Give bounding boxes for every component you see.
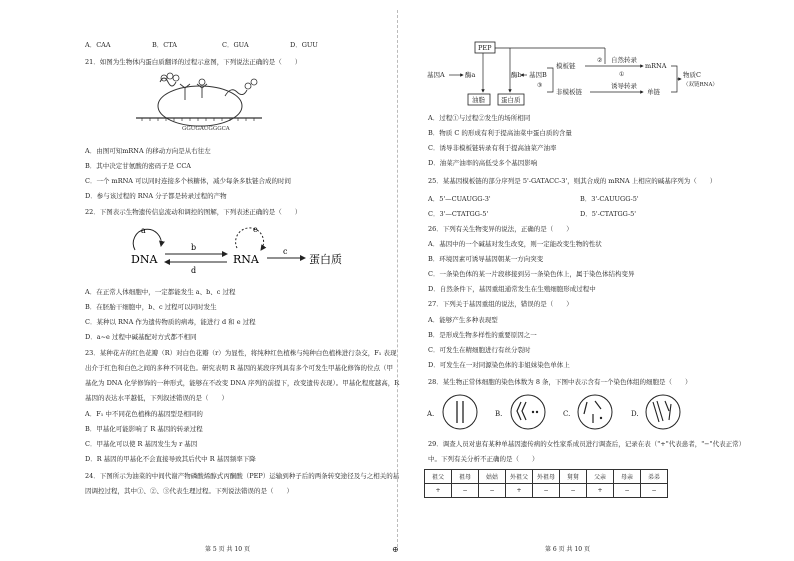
- table-header: 外祖母: [533, 470, 560, 484]
- pedigree-table: [424, 469, 668, 498]
- table-header: 祖父: [425, 470, 452, 484]
- q24-substance-c: 物质C: [683, 71, 701, 79]
- q25-option-a[interactable]: A．5'—CUAUGG-3': [428, 195, 491, 203]
- table-cell: −: [452, 484, 479, 498]
- q22-dna: DNA: [131, 253, 158, 266]
- q24-option-b[interactable]: B．物质 C 的形成有利于提高油菜中蛋白质的含量: [428, 129, 572, 137]
- q23-option-d[interactable]: D．R 基因的甲基化不会直接导致其后代中 R 基因频率下降: [85, 455, 256, 463]
- q24-stem-line2: 因调控过程，其中①、②、③代表生理过程。下列说法错误的是（ ）: [85, 487, 293, 495]
- q24-option-d[interactable]: D．油菜产油率的高低受多个基因影响: [428, 159, 538, 167]
- q28-label-c: C.: [563, 410, 571, 418]
- q24-single-strand: 单链: [647, 88, 660, 96]
- q23-stem-line3: 基化为 DNA 化学修饰的一种形式，能够在不改变 DNA 序列的前提下，改变遗传表现）。甲基化程度越高，R: [85, 379, 400, 387]
- q26-option-b[interactable]: B．环境因素可诱导基因朝某一方向突变: [428, 255, 544, 263]
- q28-cells-figure: [425, 392, 715, 434]
- q26-option-c[interactable]: C．一条染色体的某一片段移接到另一条染色体上，属于染色体结构变异: [428, 270, 635, 278]
- q24-num-3: ③: [537, 82, 543, 89]
- q22-label-e: e: [253, 225, 258, 234]
- q24-gene-a: 基因A: [427, 71, 445, 79]
- q21-option-d[interactable]: D．参与该过程的 RNA 分子都是转录过程的产物: [85, 192, 227, 200]
- table-header-row: [425, 470, 668, 484]
- q26-option-d[interactable]: D．自然条件下，基因重组通常发生在生殖细胞形成过程中: [428, 285, 596, 293]
- q24-pathway-figure: [425, 40, 725, 106]
- q20-option-c[interactable]: C．GUA: [222, 41, 249, 49]
- q24-enzyme-a: 酶a: [465, 71, 476, 79]
- table-cell: −: [641, 484, 668, 498]
- q23-stem-line2: 出介于红色和白色之间的多种不同花色。研究表明 R 基因的某段序列具有多个可发生甲基化修饰的位点（甲: [85, 364, 394, 372]
- q22-central-dogma-figure: [125, 222, 355, 282]
- q24-num-1: ①: [619, 71, 625, 78]
- q20-option-b[interactable]: B．CTA: [152, 41, 177, 49]
- q20-option-a[interactable]: A．CAA: [85, 41, 111, 49]
- q22-label-b: b: [191, 243, 197, 252]
- q25-stem: 25．某基因模板链的部分序列是 5'-GATACC-3'，则其合成的 mRNA 上相应的碱基序列为（ ）: [428, 177, 717, 185]
- q23-option-b[interactable]: B．甲基化可能影响了 R 基因的转录过程: [85, 425, 203, 433]
- q21-option-a[interactable]: A．由图可知mRNA 的移动方向是从右往左: [85, 147, 211, 155]
- q24-nontemplate-strand: 非模板链: [556, 88, 582, 96]
- q28-label-a: A.: [427, 410, 435, 418]
- table-header: 外祖父: [506, 470, 533, 484]
- q21-option-c[interactable]: C．一个 mRNA 可以同时连接多个核糖体，减少每条多肽链合成的时间: [85, 177, 292, 185]
- q29-stem-line2: 中。下列有关分析不正确的是（ ）: [428, 455, 539, 463]
- q24-mrna: mRNA: [645, 62, 667, 70]
- q22-option-b[interactable]: B．在胚胎干细胞中，b、c 过程可以同时发生: [85, 303, 217, 311]
- q24-double-rna: （双链RNA）: [683, 82, 718, 88]
- q23-option-a[interactable]: A．F₁ 中不同花色植株的基因型是相同的: [85, 410, 203, 418]
- q27-option-c[interactable]: C．可发生在精细胞进行有丝分裂时: [428, 346, 531, 354]
- page-divider: [397, 10, 398, 547]
- q22-label-a: a: [141, 226, 146, 235]
- q27-option-a[interactable]: A．能够产生多种表现型: [428, 316, 498, 324]
- table-cell: +: [587, 484, 614, 498]
- binding-mark: ⊕: [392, 545, 399, 554]
- table-cell: −: [479, 484, 506, 498]
- q27-option-b[interactable]: B．是形成生物多样性的重要原因之一: [428, 331, 537, 339]
- page-number-left: 第 5 页 共 10 页: [205, 546, 250, 553]
- q22-rna: RNA: [233, 253, 259, 266]
- q27-option-d[interactable]: D．可发生在一对同源染色体的非姐妹染色单体上: [428, 361, 570, 369]
- q21-option-b[interactable]: B．其中决定甘氨酸的密码子是 CCA: [85, 162, 191, 170]
- q23-stem-line1: 23．某种花卉的红色花瓣（R）对白色花瓣（r）为显性，将纯种红色植株与纯种白色植株进行杂交，F₁ 表现: [85, 349, 397, 357]
- q24-protein: 蛋白质: [501, 96, 521, 104]
- q28-label-b: B.: [495, 410, 503, 418]
- q28-stem: 28．某生物正常体细胞的染色体数为 8 条，下图中表示含有一个染色体组的细胞是（ ）: [428, 378, 692, 386]
- q24-num-2: ②: [597, 57, 603, 64]
- q29-stem-line1: 29．调查人员对患有某种单基因遗传病的女性家系成员进行调查后，记录在表（"+"代表患者，"−"代表正常）: [428, 440, 746, 448]
- table-cell: −: [614, 484, 641, 498]
- q24-natural-transcription: 自然转录: [611, 56, 637, 64]
- table-cell: +: [506, 484, 533, 498]
- q24-stem-line1: 24．下图所示为油菜的中间代谢产物磷酸烯醇式丙酮酸（PEP）运输到种子后的两条转变途径及与之相关的基: [85, 472, 400, 480]
- q27-stem: 27．下列关于基因重组的说法，错误的是（ ）: [428, 300, 573, 308]
- q22-label-c: c: [283, 247, 288, 256]
- q24-enzyme-b: 酶b: [511, 71, 522, 79]
- q24-option-a[interactable]: A．过程①与过程②发生的场所相同: [428, 114, 531, 122]
- table-header: 祖母: [452, 470, 479, 484]
- q26-stem: 26．下列有关生物变异的说法，正确的是（ ）: [428, 225, 573, 233]
- q22-protein: 蛋白质: [309, 253, 342, 266]
- table-cell: −: [560, 484, 587, 498]
- q25-option-b[interactable]: B．3'-CAUUGG-5': [580, 195, 639, 203]
- q22-stem: 22．下图表示生物遗传信息流动和调控的图解，下列表述正确的是（ ）: [85, 208, 302, 216]
- q22-option-a[interactable]: A．在正常人体细胞中，一定都能发生 a、b、c 过程: [85, 288, 236, 296]
- q23-stem-line4: 基因的表达水平越低，下列叙述错误的是（ ）: [85, 394, 228, 402]
- q25-option-d[interactable]: D．5'-CTATGG-5': [580, 210, 637, 218]
- q24-induced-transcription: 诱导转录: [611, 82, 637, 90]
- q24-template-strand: 模板链: [556, 62, 576, 70]
- table-row: [425, 484, 668, 498]
- q21-translation-figure: [130, 68, 270, 136]
- q20-option-d[interactable]: D．GUU: [290, 41, 318, 49]
- table-header: 父亲: [587, 470, 614, 484]
- q22-option-c[interactable]: C．某种以 RNA 作为遗传物质的病毒，能进行 d 和 e 过程: [85, 318, 256, 326]
- q24-gene-b: 基因B: [529, 71, 547, 79]
- q23-option-c[interactable]: C．甲基化可以使 R 基因发生为 r 基因: [85, 440, 198, 448]
- table-cell: −: [533, 484, 560, 498]
- q22-option-d[interactable]: D．a~e 过程中碱基配对方式都不相同: [85, 333, 197, 341]
- table-header: 姑姑: [479, 470, 506, 484]
- q24-pep: PEP: [478, 44, 492, 52]
- q28-label-d: D.: [631, 410, 639, 418]
- q22-label-d: d: [191, 266, 197, 275]
- table-header: 舅舅: [560, 470, 587, 484]
- page-number-right: 第 6 页 共 10 页: [545, 546, 590, 553]
- q25-option-c[interactable]: C．3'—CTATGG-5': [428, 210, 489, 218]
- table-header: 弟弟: [641, 470, 668, 484]
- q21-mrna-sequence: GGUGAUGGGCA: [182, 126, 230, 132]
- q21-stem: 21．如图为生物体内蛋白质翻译的过程示意图，下列说法正确的是（ ）: [85, 58, 302, 66]
- q24-option-c[interactable]: C．诱导非模板链转录有利于提高油菜产油率: [428, 144, 557, 152]
- table-cell: +: [425, 484, 452, 498]
- q24-oil: 油脂: [472, 96, 485, 104]
- table-header: 母亲: [614, 470, 641, 484]
- q26-option-a[interactable]: A．基因中的一个碱基对发生改变，则一定能改变生物的性状: [428, 240, 602, 248]
